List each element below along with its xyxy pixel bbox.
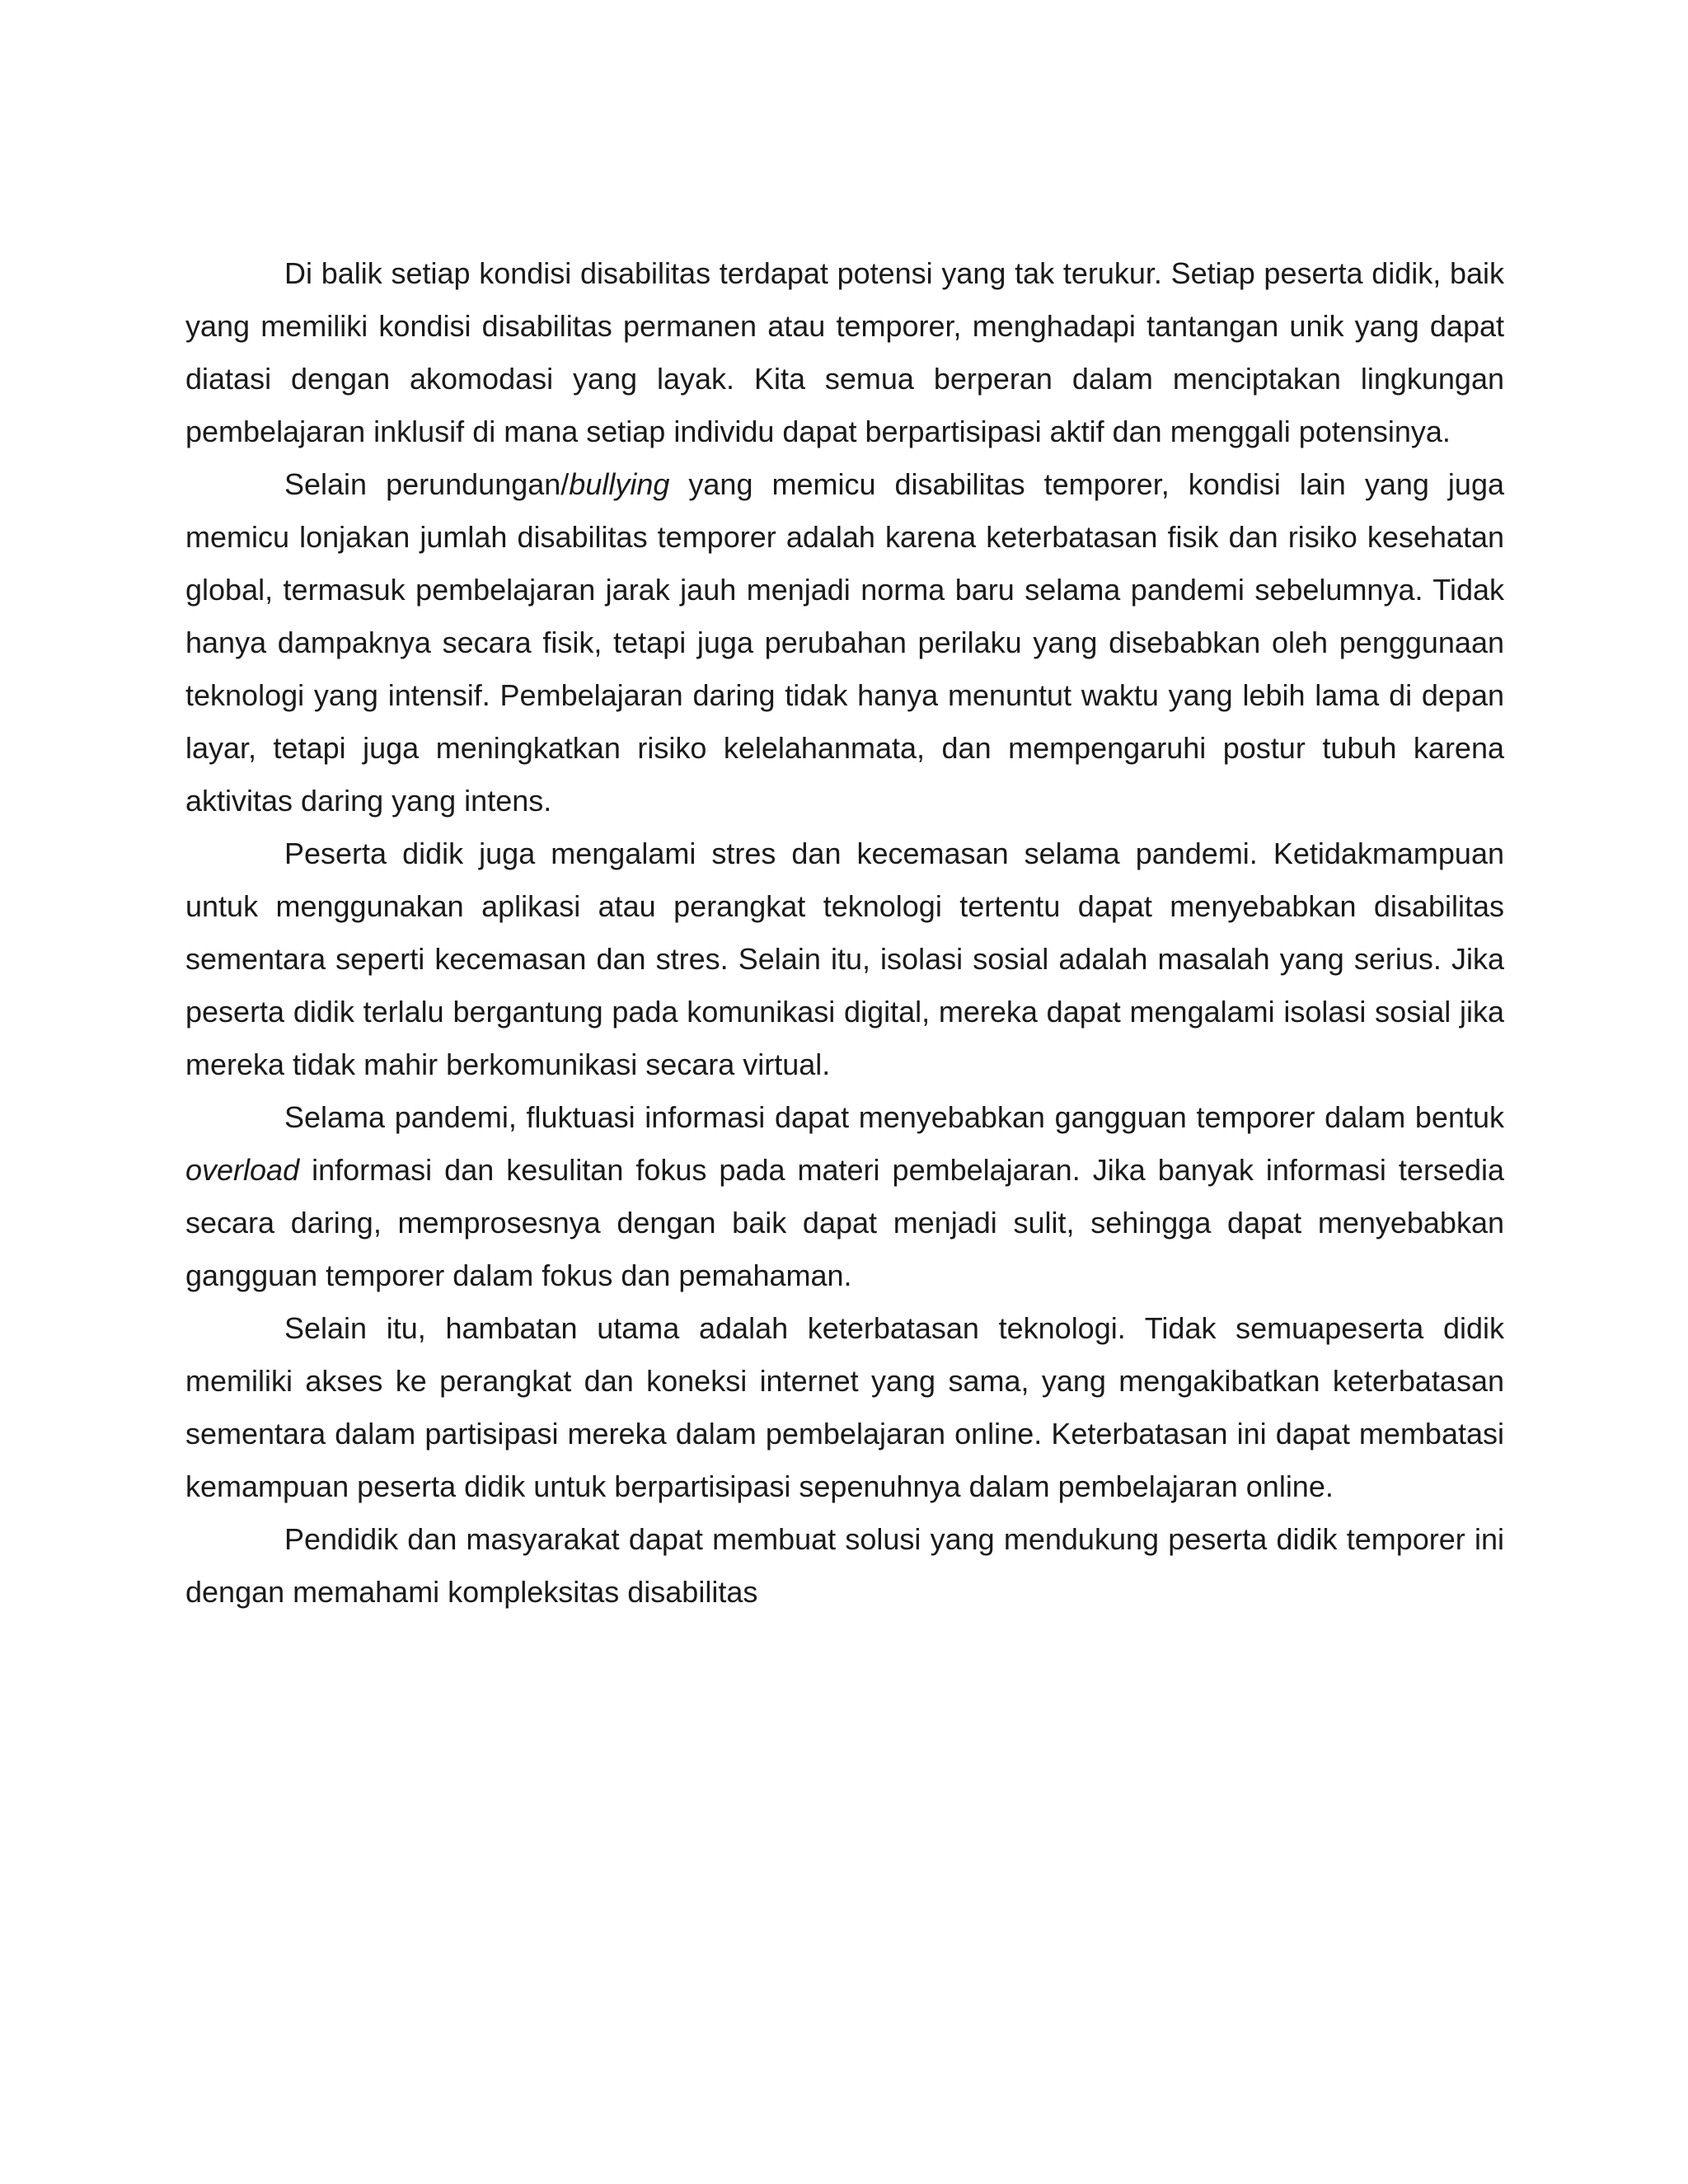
paragraph-5 — [185, 1302, 1504, 1513]
paragraph-text: Peserta didik juga mengalami stres dan kecemasan selama pandemi. Ketidakmampuan untuk menggunakan aplikasi atau perangkat teknologi tertentu dapat menyebabkan disabilitas sementara seperti kecemasan dan stres. Selain itu, isolasi sosial adalah masalah yang serius. Jika peserta didik terlalu bergantung pada komunikasi digital, mereka dapat mengalami isolasi sosial jika mereka tidak mahir berkomunikasi secara virtual. — [185, 837, 1504, 1081]
italic-term: bullying — [569, 467, 670, 501]
paragraph-text: yang memicu disabilitas temporer, kondisi lain yang juga memicu lonjakan jumlah disabilitas temporer adalah karena keterbatasan fisik dan risiko kesehatan global, termasuk pembelajaran jarak jauh menjadi norma baru selama pandemi sebelumnya. Tidak hanya dampaknya secara fisik, tetapi juga perubahan perilaku yang disebabkan oleh penggunaan teknologi yang intensif. Pembelajaran daring tidak hanya menuntut waktu yang lebih lama di depan layar, tetapi juga meningkatkan risiko kelelahanmata, dan mempengaruhi postur tubuh karena aktivitas daring yang intens. — [185, 467, 1504, 818]
document-body — [185, 247, 1504, 1619]
paragraph-text: informasi dan kesulitan fokus pada materi pembelajaran. Jika banyak informasi tersedia secara daring, memprosesnya dengan baik dapat menjadi sulit, sehingga dapat menyebabkan gangguan temporer dalam fokus dan pemahaman. — [185, 1153, 1504, 1292]
paragraph-2 — [185, 458, 1504, 827]
paragraph-text: Selain perundungan/ — [284, 467, 570, 501]
paragraph-text: Pendidik dan masyarakat dapat membuat solusi yang mendukung peserta didik temporer ini dengan memahami kompleksitas disabilitas — [185, 1522, 1504, 1609]
paragraph-text: Selain itu, hambatan utama adalah keterbatasan teknologi. Tidak semuapeserta didik memiliki akses ke perangkat dan koneksi internet yang sama, yang mengakibatkan keterbatasan sementara dalam partisipasi mereka dalam pembelajaran online. Keterbatasan ini dapat membatasi kemampuan peserta didik untuk berpartisipasi sepenuhnya dalam pembelajaran online. — [185, 1311, 1504, 1503]
paragraph-1 — [185, 247, 1504, 458]
paragraph-6 — [185, 1513, 1504, 1619]
paragraph-4 — [185, 1091, 1504, 1302]
paragraph-text: Di balik setiap kondisi disabilitas terdapat potensi yang tak terukur. Setiap peserta didik, baik yang memiliki kondisi disabilitas permanen atau temporer, menghadapi tantangan unik yang dapat diatasi dengan akomodasi yang layak. Kita semua berperan dalam menciptakan lingkungan pembelajaran inklusif di mana setiap individu dapat berpartisipasi aktif dan menggali potensinya. — [185, 256, 1504, 448]
paragraph-text: Selama pandemi, fluktuasi informasi dapat menyebabkan gangguan temporer dalam bentuk — [284, 1100, 1504, 1134]
paragraph-3 — [185, 827, 1504, 1091]
italic-term: overload — [185, 1153, 300, 1187]
